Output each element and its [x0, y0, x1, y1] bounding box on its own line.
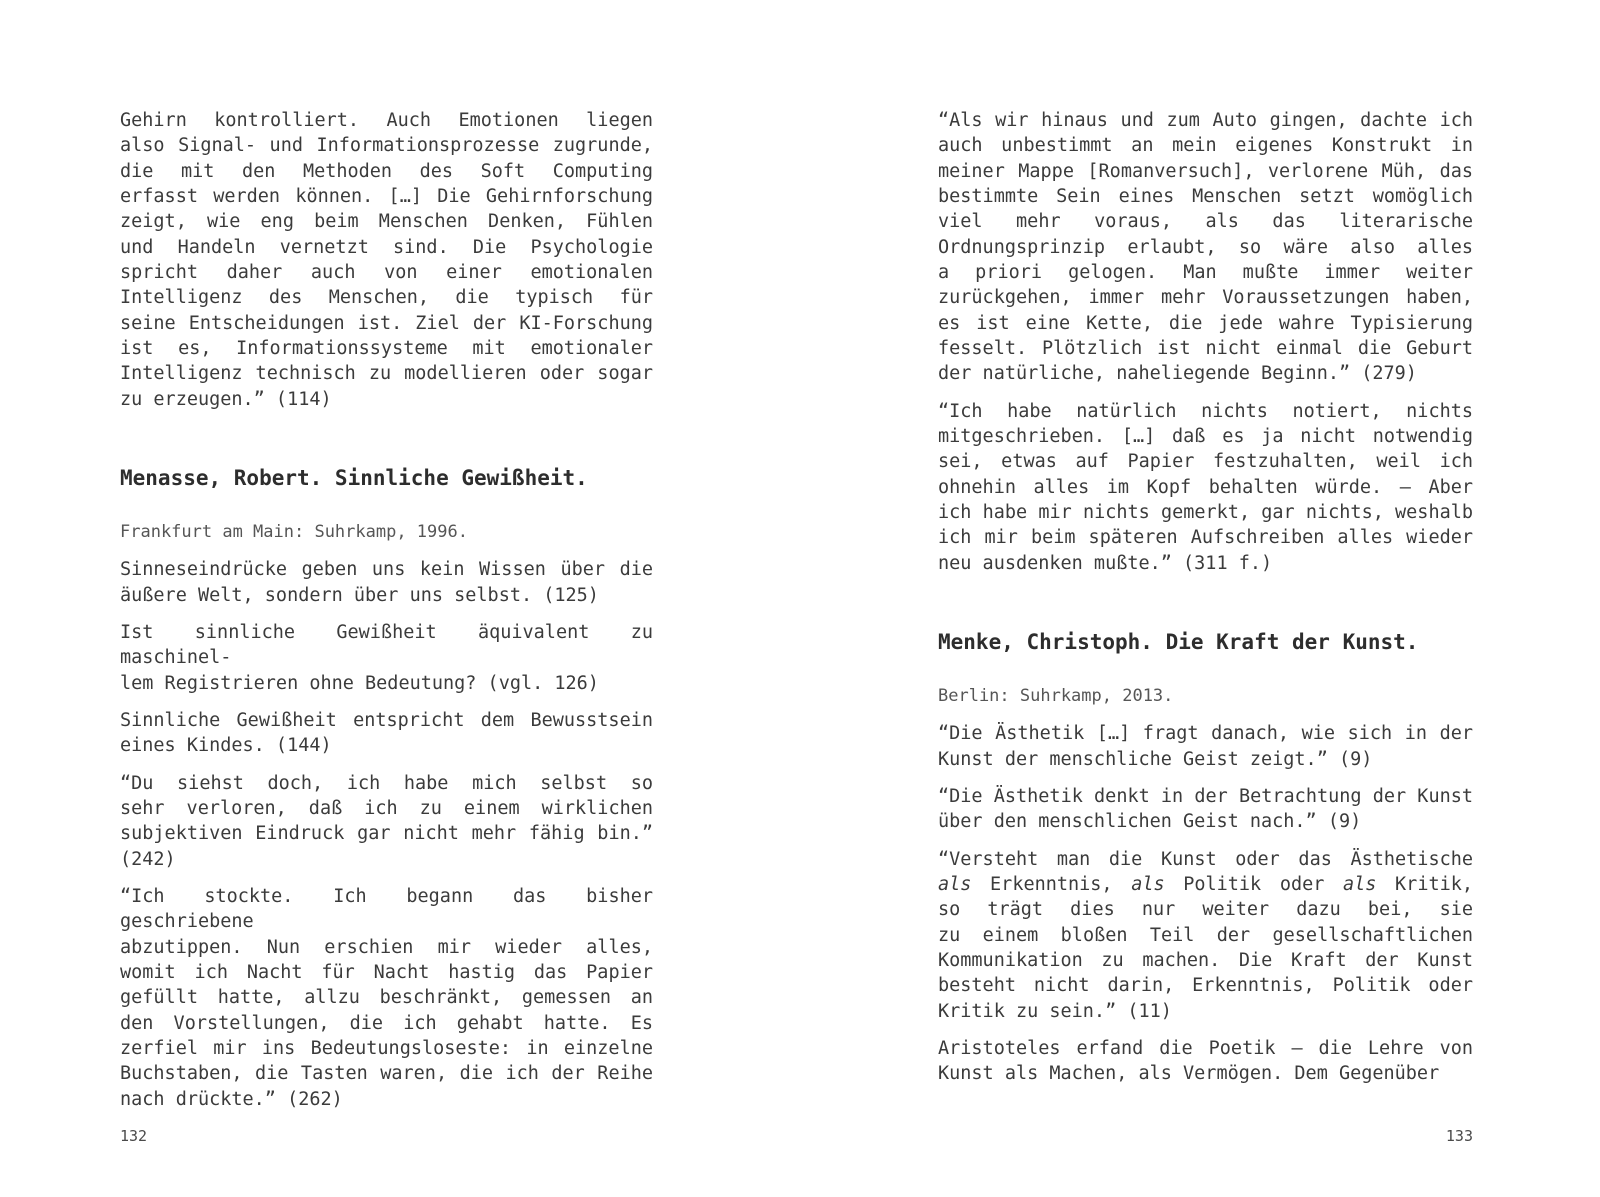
- quote-paragraph: [938, 784, 1473, 835]
- publication-source-line: Berlin: Suhrkamp, 2013.: [938, 685, 1174, 706]
- text-line: besteht nicht darin, Erkenntnis, Politik oder: [938, 975, 1473, 997]
- text-line: über den menschlichen Geist nach.” (9): [938, 811, 1362, 833]
- text-line: seine Entscheidungen ist. Ziel der KI-Forschung: [120, 312, 653, 334]
- text-line: sei, etwas auf Papier festzuhalten, weil ich: [938, 451, 1473, 473]
- text-line: so trägt dies nur weiter dazu bei, sie: [938, 899, 1473, 921]
- text-line: “Ich habe natürlich nichts notiert, nichts: [938, 400, 1473, 422]
- text-line: ist es, Informationssysteme mit emotionaler: [120, 337, 653, 359]
- text-line: zeigt, wie eng beim Menschen Denken, Fühlen: [120, 211, 653, 233]
- publication-source-line: Frankfurt am Main: Suhrkamp, 1996.: [120, 521, 468, 542]
- text-line: gefüllt hatte, allzu beschränkt, gemessen an: [120, 987, 653, 1009]
- text-line: zurückgehen, immer mehr Voraussetzungen haben,: [938, 287, 1473, 309]
- text-line: und Handeln vernetzt sind. Die Psychologie: [120, 236, 653, 258]
- text-line: also Signal- und Informationsprozesse zugrunde,: [120, 135, 653, 157]
- quote-paragraph: [120, 708, 653, 759]
- text-line: zu einem bloßen Teil der gesellschaftlichen: [938, 924, 1473, 946]
- text-line: Aristoteles erfand die Poetik – die Lehre von: [938, 1037, 1473, 1059]
- quote-paragraph: [938, 108, 1473, 387]
- text-line: “Ich stockte. Ich begann das bisher geschriebene: [120, 885, 653, 933]
- quote-paragraph: [938, 721, 1473, 772]
- quote-paragraph: [120, 108, 653, 412]
- text-line: abzutippen. Nun erschien mir wieder alles,: [120, 936, 653, 958]
- text-line: mitgeschrieben. […] daß es ja nicht notwendig: [938, 425, 1473, 447]
- text-line: meiner Mappe [Romanversuch], verlorene Müh, das: [938, 160, 1473, 182]
- text-line: “Die Ästhetik […] fragt danach, wie sich in der: [938, 723, 1473, 745]
- text-line: Sinnliche Gewißheit entspricht dem Bewusstsein: [120, 709, 653, 731]
- text-line: Buchstaben, die Tasten waren, die ich der Reihe: [120, 1063, 653, 1085]
- text-line: es ist eine Kette, die jede wahre Typisierung: [938, 312, 1473, 334]
- text-line: Kritik zu sein.” (11): [938, 1000, 1172, 1022]
- text-line: den Vorstellungen, die ich gehabt hatte. Es: [120, 1012, 653, 1034]
- text-line: Intelligenz des Menschen, die typisch für: [120, 287, 653, 309]
- text-line: zu erzeugen.” (114): [120, 388, 332, 410]
- text-line: a priori gelogen. Man mußte immer weiter: [938, 261, 1473, 283]
- text-line: äußere Welt, sondern über uns selbst. (125): [120, 584, 599, 606]
- text-line: Kunst als Machen, als Vermögen. Dem Gegenüber: [938, 1063, 1440, 1085]
- text-line: Kunst der menschliche Geist zeigt.” (9): [938, 748, 1373, 770]
- text-line: “Die Ästhetik denkt in der Betrachtung der Kunst: [938, 785, 1473, 807]
- text-line: fesselt. Plötzlich ist nicht einmal die Geburt: [938, 337, 1473, 359]
- page-number-left: 132: [120, 1127, 148, 1145]
- text-line: subjektiven Eindruck gar nicht mehr fähig bin.”: [120, 823, 653, 845]
- quote-paragraph: [120, 620, 653, 696]
- text-line: nach drückte.” (262): [120, 1088, 343, 1110]
- text-line: erfasst werden können. […] Die Gehirnforschung: [120, 185, 653, 207]
- text-line: die mit den Methoden des Soft Computing: [120, 160, 653, 182]
- quote-paragraph: [120, 771, 653, 872]
- quote-paragraph: [938, 1036, 1473, 1087]
- text-line: sehr verloren, daß ich zu einem wirklichen: [120, 797, 653, 819]
- text-line: der natürliche, naheliegende Beginn.” (279): [938, 363, 1417, 385]
- text-line: Ist sinnliche Gewißheit äquivalent zu maschinel-: [120, 621, 653, 669]
- text-line: bestimmte Sein eines Menschen setzt womöglich: [938, 185, 1473, 207]
- text-line: Ordnungsprinzip erlaubt, so wäre also alles: [938, 236, 1473, 258]
- text-line: Intelligenz technisch zu modellieren oder sogar: [120, 363, 653, 385]
- text-line: neu ausdenken mußte.” (311 f.): [938, 552, 1273, 574]
- text-line: zerfiel mir ins Bedeutungsloseste: in einzelne: [120, 1037, 653, 1059]
- book-page-left: [120, 0, 653, 1124]
- text-line: spricht daher auch von einer emotionalen: [120, 261, 653, 283]
- text-line: “Versteht man die Kunst oder das Ästhetische: [938, 848, 1473, 870]
- page-number-right: 133: [1445, 1127, 1473, 1145]
- text-line: womit ich Nacht für Nacht hastig das Papier: [120, 961, 653, 983]
- text-line: ich habe mir nichts gemerkt, gar nichts, weshalb: [938, 501, 1473, 523]
- quote-paragraph: [938, 847, 1473, 1024]
- quote-paragraph: [120, 557, 653, 608]
- text-line: als Erkenntnis, als Politik oder als Kritik,: [938, 873, 1474, 895]
- quote-paragraph: [938, 399, 1473, 576]
- entry-heading: Menke, Christoph. Die Kraft der Kunst.: [938, 629, 1419, 654]
- text-line: eines Kindes. (144): [120, 735, 332, 757]
- text-line: (242): [120, 848, 176, 870]
- text-line: “Als wir hinaus und zum Auto gingen, dachte ich: [938, 110, 1473, 131]
- entry-heading: Menasse, Robert. Sinnliche Gewißheit.: [120, 465, 588, 490]
- quote-paragraph: [120, 884, 653, 1112]
- text-line: viel mehr voraus, als das literarische: [938, 211, 1473, 233]
- text-line: ohnehin alles im Kopf behalten würde. – Aber: [938, 476, 1473, 498]
- text-line: auch unbestimmt an mein eigenes Konstrukt in: [938, 135, 1473, 157]
- text-line: “Du siehst doch, ich habe mich selbst so: [120, 772, 653, 794]
- text-line: Sinneseindrücke geben uns kein Wissen über die: [120, 559, 653, 581]
- book-page-right: [938, 0, 1473, 1099]
- text-line: ich mir beim späteren Aufschreiben alles wieder: [938, 527, 1473, 549]
- text-line: Gehirn kontrolliert. Auch Emotionen liegen: [120, 110, 653, 131]
- text-line: lem Registrieren ohne Bedeutung? (vgl. 126): [120, 672, 599, 694]
- text-line: Kommunikation zu machen. Die Kraft der Kunst: [938, 949, 1473, 971]
